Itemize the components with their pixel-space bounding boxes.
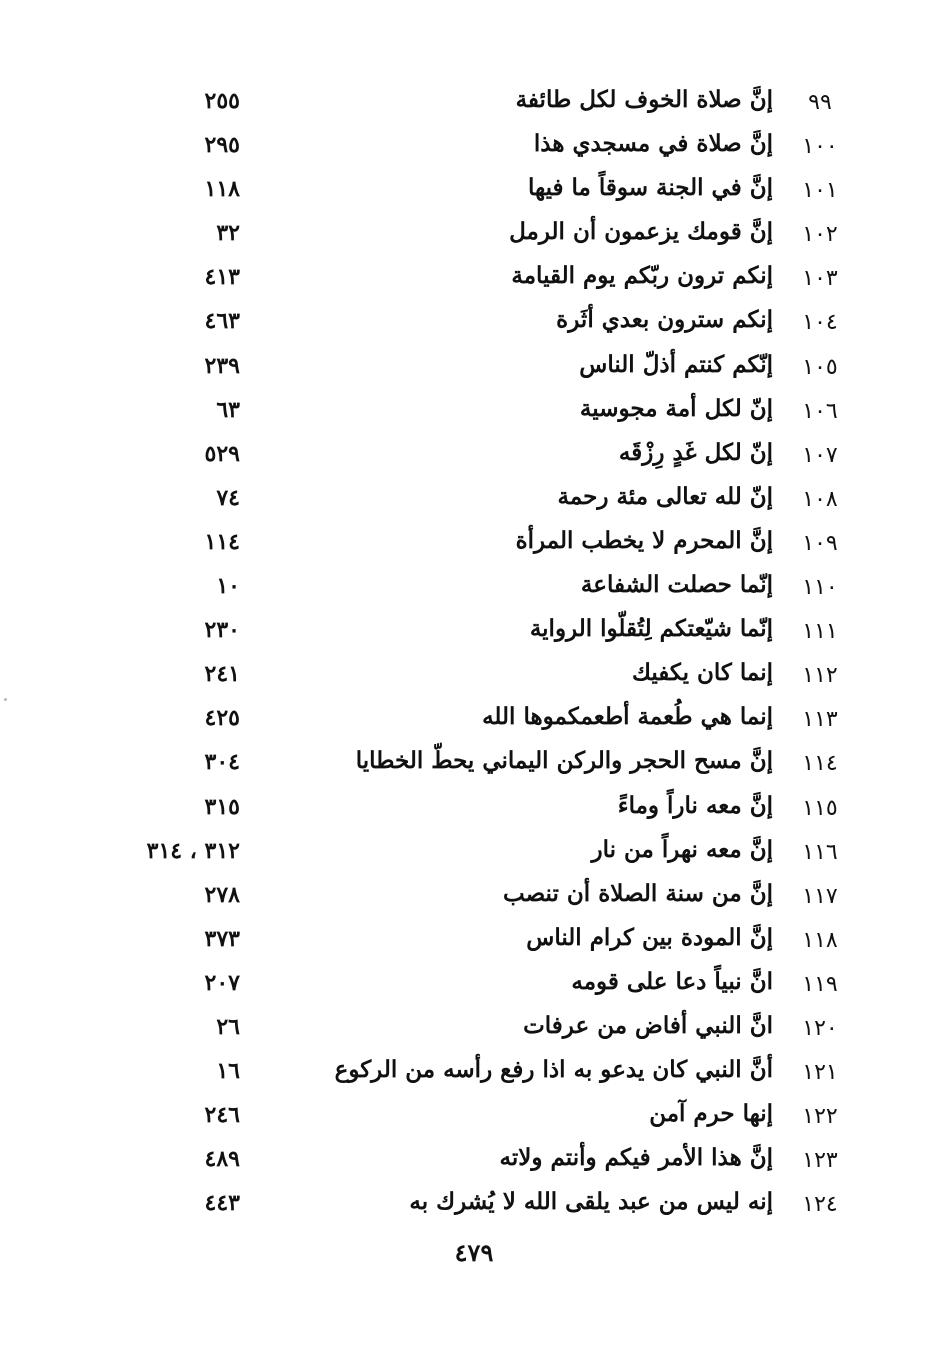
entry-page-ref: ٣٧٣	[204, 925, 240, 952]
entry-number: ٩٩	[808, 90, 832, 115]
entry-text: إنّ لكل أمة مجوسية	[579, 394, 773, 422]
entry-text: إنها حرم آمن	[649, 1100, 773, 1128]
entry-page-ref: ٣١٥	[204, 793, 240, 820]
entry-page-ref: ٤٦٣	[204, 308, 240, 335]
entry-number: ١١٠	[802, 575, 838, 601]
entry-text: إنَّ قومك يزعمون أن الرمل	[509, 218, 773, 246]
entry-text: إنَّ المحرم لا يخطب المرأة	[515, 526, 773, 554]
entry-page-ref: ٥٢٩	[204, 440, 240, 467]
index-entry	[0, 1138, 948, 1182]
index-entry	[0, 168, 948, 212]
index-entry	[0, 653, 948, 697]
scan-speck	[4, 698, 7, 701]
index-entry	[0, 477, 948, 521]
entry-number: ١١٧	[802, 883, 838, 909]
index-entry	[0, 256, 948, 300]
entry-text: إنّ لكل غَدٍ رِزْقَه	[618, 438, 773, 466]
entry-number: ١١٦	[802, 839, 838, 865]
index-entry	[0, 609, 948, 653]
index-entry	[0, 124, 948, 168]
index-entry	[0, 786, 948, 830]
page-number: ٤٧٩	[454, 1238, 494, 1267]
entry-number: ١١٨	[802, 927, 838, 953]
entry-page-ref: ٢٩٥	[204, 132, 240, 159]
entry-number: ١٠٤	[802, 310, 838, 336]
entry-page-ref: ٦٣	[216, 396, 240, 423]
index-entry	[0, 212, 948, 256]
entry-text: انَّ النبي أفاض من عرفات	[523, 1011, 773, 1039]
entry-page-ref: ٣٢	[216, 220, 240, 247]
index-entry	[0, 1006, 948, 1050]
entry-page-ref: ١١٤	[204, 528, 240, 555]
entry-number: ١٠٣	[802, 266, 838, 292]
entry-number: ١٠٦	[802, 398, 838, 424]
entry-number: ١٢٢	[802, 1104, 838, 1130]
entry-text: إنه ليس من عبد يلقى الله لا يُشرك به	[409, 1188, 773, 1216]
entry-text: إنّكم كنتم أذلّ الناس	[579, 350, 773, 378]
entry-text: إنما هي طُعمة أطعمكموها الله	[482, 703, 773, 731]
entry-text: أنَّ النبي كان يدعو به اذا رفع رأسه من الركوع	[334, 1056, 773, 1084]
entry-number: ١٢٤	[802, 1192, 838, 1218]
entry-text: إنَّ صلاة الخوف لكل طائفة	[515, 86, 773, 113]
index-entry	[0, 874, 948, 918]
entry-number: ١٢٣	[802, 1148, 838, 1174]
entry-number: ١١٣	[802, 707, 838, 733]
entry-text: إنما كان يكفيك	[631, 659, 773, 687]
entry-text: إنّما حصلت الشفاعة	[580, 571, 773, 599]
entry-page-ref: ٢٤٦	[204, 1102, 240, 1129]
index-entry	[0, 1182, 948, 1226]
entry-number: ١٠١	[802, 178, 838, 204]
entry-text: إنكم ترون ربّكم يوم القيامة	[511, 262, 773, 290]
index-entry	[0, 565, 948, 609]
entry-text: إنكم سترون بعدي أثَرة	[556, 306, 773, 334]
entry-text: إنَّ المودة بين كرام الناس	[526, 923, 773, 951]
index-entry	[0, 918, 948, 962]
index-entry	[0, 1094, 948, 1138]
entry-number: ١٠٠	[802, 134, 838, 160]
entry-number: ١١٤	[802, 751, 838, 777]
entry-page-ref: ٤٤٣	[204, 1190, 240, 1217]
index-entry	[0, 741, 948, 785]
entry-text: إنَّ معه نهراً من نار	[591, 835, 773, 863]
index-entry	[0, 300, 948, 344]
entry-number: ١٢٠	[802, 1015, 838, 1041]
entry-page-ref: ١٠	[216, 573, 240, 600]
entry-page-ref: ٤٢٥	[204, 705, 240, 732]
index-entry	[0, 521, 948, 565]
index-entry	[0, 830, 948, 874]
entry-number: ١٢١	[802, 1060, 838, 1086]
entry-page-ref: ٢٤١	[204, 661, 240, 688]
entry-page-ref: ٢٦	[216, 1013, 240, 1040]
entry-page-ref: ١١٨	[204, 176, 240, 203]
entry-number: ١٠٨	[802, 486, 838, 512]
index-entry	[0, 962, 948, 1006]
entry-number: ١٠٥	[802, 354, 838, 380]
entry-page-ref: ٢٠٧	[204, 969, 240, 996]
entry-text: إنَّ في الجنة سوقاً ما فيها	[527, 174, 773, 202]
index-entry	[0, 697, 948, 741]
entry-page-ref: ٢٣٠	[204, 617, 240, 644]
entry-page-ref: ٢٥٥	[204, 88, 240, 114]
entry-page-ref: ٢٧٨	[204, 881, 240, 908]
index-entry	[0, 80, 948, 124]
entry-text: إنَّ صلاة في مسجدي هذا	[533, 130, 773, 158]
entry-text: إنَّ هذا الأمر فيكم وأنتم ولاته	[499, 1144, 773, 1172]
entry-number: ١١٩	[802, 971, 838, 997]
entry-page-ref: ٤١٣	[204, 264, 240, 291]
entry-page-ref: ٤٨٩	[204, 1146, 240, 1173]
entry-page-ref: ٣١٢ ، ٣١٤	[146, 837, 240, 864]
entry-text: إنَّ من سنة الصلاة أن تنصب	[503, 879, 773, 907]
entry-page-ref: ٧٤	[216, 484, 240, 511]
entry-page-ref: ٣٠٤	[204, 749, 240, 776]
hadith-index-list	[0, 80, 948, 1226]
entry-number: ١١٢	[802, 663, 838, 689]
entry-text: انَّ نبياً دعا على قومه	[571, 967, 773, 995]
entry-page-ref: ١٦	[216, 1058, 240, 1085]
entry-text: إنّما شيّعتكم لِتُقلّوا الرواية	[529, 615, 773, 643]
entry-text: إنَّ معه ناراً وماءً	[617, 791, 773, 819]
entry-text: إنَّ مسح الحجر والركن اليماني يحطّ الخطايا	[355, 747, 773, 775]
entry-number: ١٠٢	[802, 222, 838, 248]
entry-page-ref: ٢٣٩	[204, 352, 240, 379]
index-entry	[0, 389, 948, 433]
entry-number: ١١١	[802, 619, 838, 645]
index-entry	[0, 1050, 948, 1094]
index-entry	[0, 345, 948, 389]
entry-number: ١١٥	[802, 795, 838, 821]
index-entry	[0, 433, 948, 477]
entry-number: ١٠٧	[802, 442, 838, 468]
entry-text: إنّ لله تعالى مئة رحمة	[557, 482, 773, 510]
entry-number: ١٠٩	[802, 530, 838, 556]
